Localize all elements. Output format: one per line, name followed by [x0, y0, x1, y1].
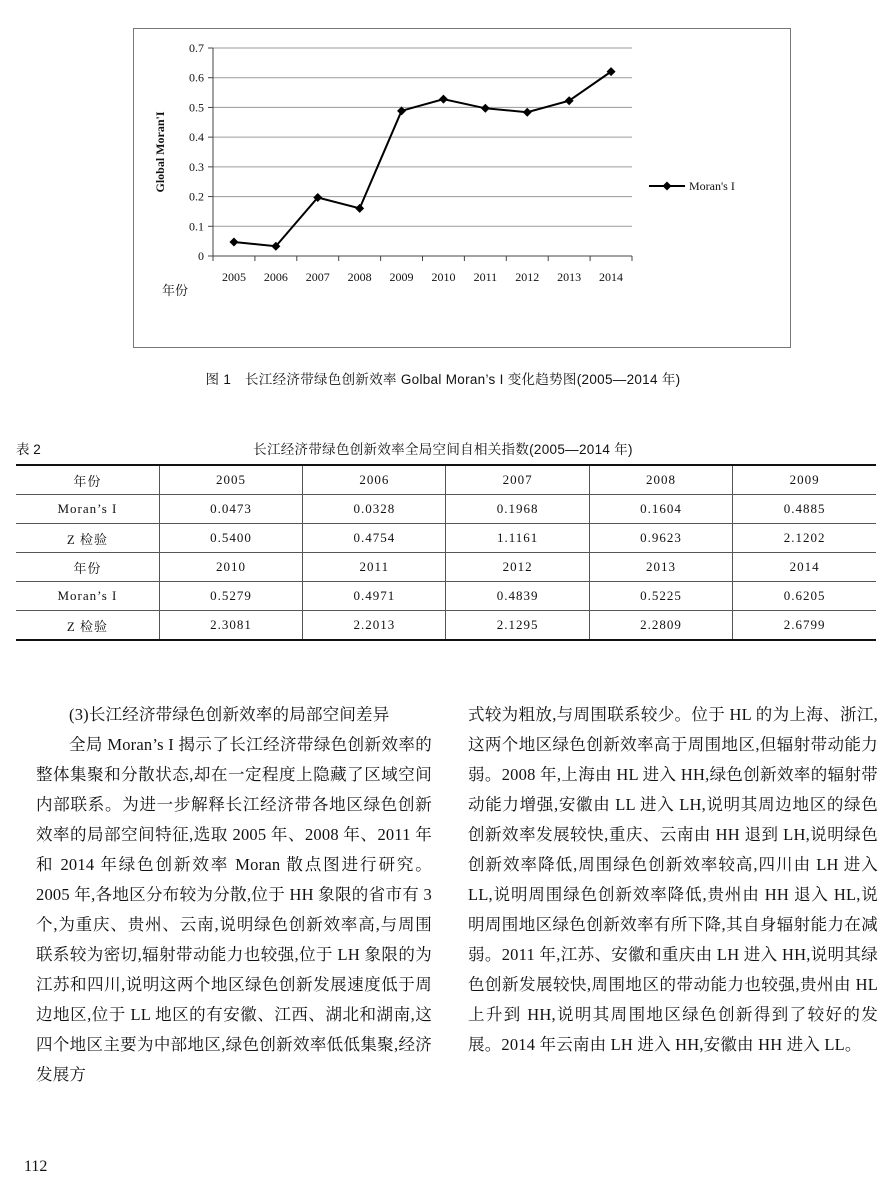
table-cell: 2013	[589, 553, 732, 582]
legend-label: Moran's I	[689, 179, 735, 193]
table-cell: 0.4839	[446, 582, 589, 611]
x-tick-label: 2009	[389, 270, 414, 284]
table-cell: 0.1604	[589, 495, 732, 524]
autocorrelation-table	[16, 464, 876, 641]
y-tick-label: 0.6	[189, 70, 204, 85]
table-cell: 0.0473	[159, 495, 302, 524]
table-row-header: Moran’s I	[16, 495, 159, 524]
text-column-right	[468, 700, 878, 1060]
table-row	[16, 465, 876, 495]
x-tick-label: 2006	[263, 270, 288, 284]
table-cell: 2006	[303, 465, 446, 495]
table-cell: 1.1161	[446, 524, 589, 553]
table-cell: 2.1295	[446, 611, 589, 641]
table-row-header: 年份	[16, 465, 159, 495]
data-point	[229, 237, 238, 246]
data-point	[523, 108, 532, 117]
x-tick-label: 2011	[473, 270, 498, 284]
paragraph: 全局 Moran’s I 揭示了长江经济带绿色创新效率的整体集聚和分散状态,却在一定程度上隐藏了区域空间内部联系。为进一步解释长江经济带各地区绿色创新效率的局部空间特征,选取 2005 年、2008 年、2011 年和 2014 年绿色创新效率 Moran 散点图进行研究。2005 年,各地区分布较为分散,位于 HH 象限的省市有 3 个,为重庆、贵州、云南,说明绿色创新效率高,与周围联系较为密切,辐射带动能力也较强,位于 LH 象限的为江苏和四川,说明这两个地区绿色创新发展速度低于周边地区,位于 LL 地区的有安徽、江西、湖北和湖南,这四个地区主要为中部地区,绿色创新效率低低集聚,经济发展方	[36, 735, 432, 1084]
table-row-header: Z 检验	[16, 524, 159, 553]
y-tick-label: 0.2	[189, 189, 204, 204]
data-point	[355, 204, 364, 213]
table-cell: 2.3081	[159, 611, 302, 641]
data-point	[439, 95, 448, 104]
table-row	[16, 582, 876, 611]
y-axis-title: Global Moran'I	[153, 111, 167, 193]
table-cell: 2007	[446, 465, 589, 495]
table-cell: 2012	[446, 553, 589, 582]
x-tick-label: 2008	[347, 270, 372, 284]
legend-marker	[663, 182, 672, 191]
table-cell: 0.0328	[303, 495, 446, 524]
table-cell: 2.6799	[733, 611, 876, 641]
table-cell: 2.2809	[589, 611, 732, 641]
text-column-left	[36, 700, 432, 1090]
table-cell: 0.4885	[733, 495, 876, 524]
line-chart	[134, 29, 790, 347]
page-number: 112	[24, 1158, 48, 1175]
table-label: 表 2	[16, 442, 41, 457]
table-cell: 2008	[589, 465, 732, 495]
table-cell: 0.9623	[589, 524, 732, 553]
table-cell: 0.5225	[589, 582, 732, 611]
table-cell: 0.4754	[303, 524, 446, 553]
table-title: 长江经济带绿色创新效率全局空间自相关指数(2005—2014 年)	[253, 442, 633, 457]
x-tick-label: 2010	[431, 270, 456, 284]
x-tick-label: 2012	[515, 270, 540, 284]
data-point	[481, 104, 490, 113]
table-row	[16, 524, 876, 553]
table-cell: 0.5400	[159, 524, 302, 553]
x-tick-label: 2005	[221, 270, 246, 284]
y-tick-label: 0	[198, 249, 204, 263]
table-cell: 2010	[159, 553, 302, 582]
table-cell: 2014	[733, 553, 876, 582]
table-row	[16, 611, 876, 641]
y-tick-label: 0.3	[189, 159, 204, 174]
x-tick-label: 2013	[557, 270, 582, 284]
figure-1-chart	[133, 28, 791, 348]
table-cell: 0.6205	[733, 582, 876, 611]
table-cell: 2011	[303, 553, 446, 582]
table-row-header: Moran’s I	[16, 582, 159, 611]
table-cell: 0.5279	[159, 582, 302, 611]
table-cell: 2.1202	[733, 524, 876, 553]
table-cell: 0.1968	[446, 495, 589, 524]
table-cell: 2005	[159, 465, 302, 495]
table-cell: 2.2013	[303, 611, 446, 641]
x-tick-label: 2007	[305, 270, 330, 284]
paragraph: (3)长江经济带绿色创新效率的局部空间差异	[69, 705, 390, 724]
series-line	[234, 72, 611, 247]
table-row	[16, 495, 876, 524]
y-tick-label: 0.4	[189, 130, 204, 145]
y-tick-label: 0.5	[189, 100, 204, 115]
table-row	[16, 553, 876, 582]
paragraph: 式较为粗放,与周围联系较少。位于 HL 的为上海、浙江,这两个地区绿色创新效率高于周围地区,但辐射带动能力弱。2008 年,上海由 HL 进入 HH,绿色创新效率的辐射带动能力增强,安徽由 LL 进入 LH,说明其周边地区的绿色创新效率发展较快,重庆、云南由 HH 退到 LH,说明绿色创新效率降低,周围绿色创新效率较高,四川由 LH 进入 LL,说明周围绿色创新效率降低,贵州由 HH 退入 HL,说明周围地区绿色创新效率有所下降,其自身辐射能力在减弱。2011 年,江苏、安徽和重庆由 LH 进入 HH,说明其绿色创新发展较快,周围地区的带动能力也较强,贵州由 HL 上升到 HH,说明其周围地区绿色创新得到了较好的发展。2014 年云南由 LH 进入 HH,安徽由 HH 进入 LL。	[468, 705, 878, 1054]
x-axis-title: 年份	[162, 284, 189, 299]
y-tick-label: 0.7	[189, 41, 204, 55]
table-cell: 0.4971	[303, 582, 446, 611]
figure-caption: 图 1 长江经济带绿色创新效率 Golbal Moran’s I 变化趋势图(2005—2014 年)	[205, 372, 681, 387]
table-row-header: 年份	[16, 553, 159, 582]
y-tick-label: 0.1	[189, 219, 204, 234]
table-cell: 2009	[733, 465, 876, 495]
table-row-header: Z 检验	[16, 611, 159, 641]
x-tick-label: 2014	[599, 270, 624, 284]
